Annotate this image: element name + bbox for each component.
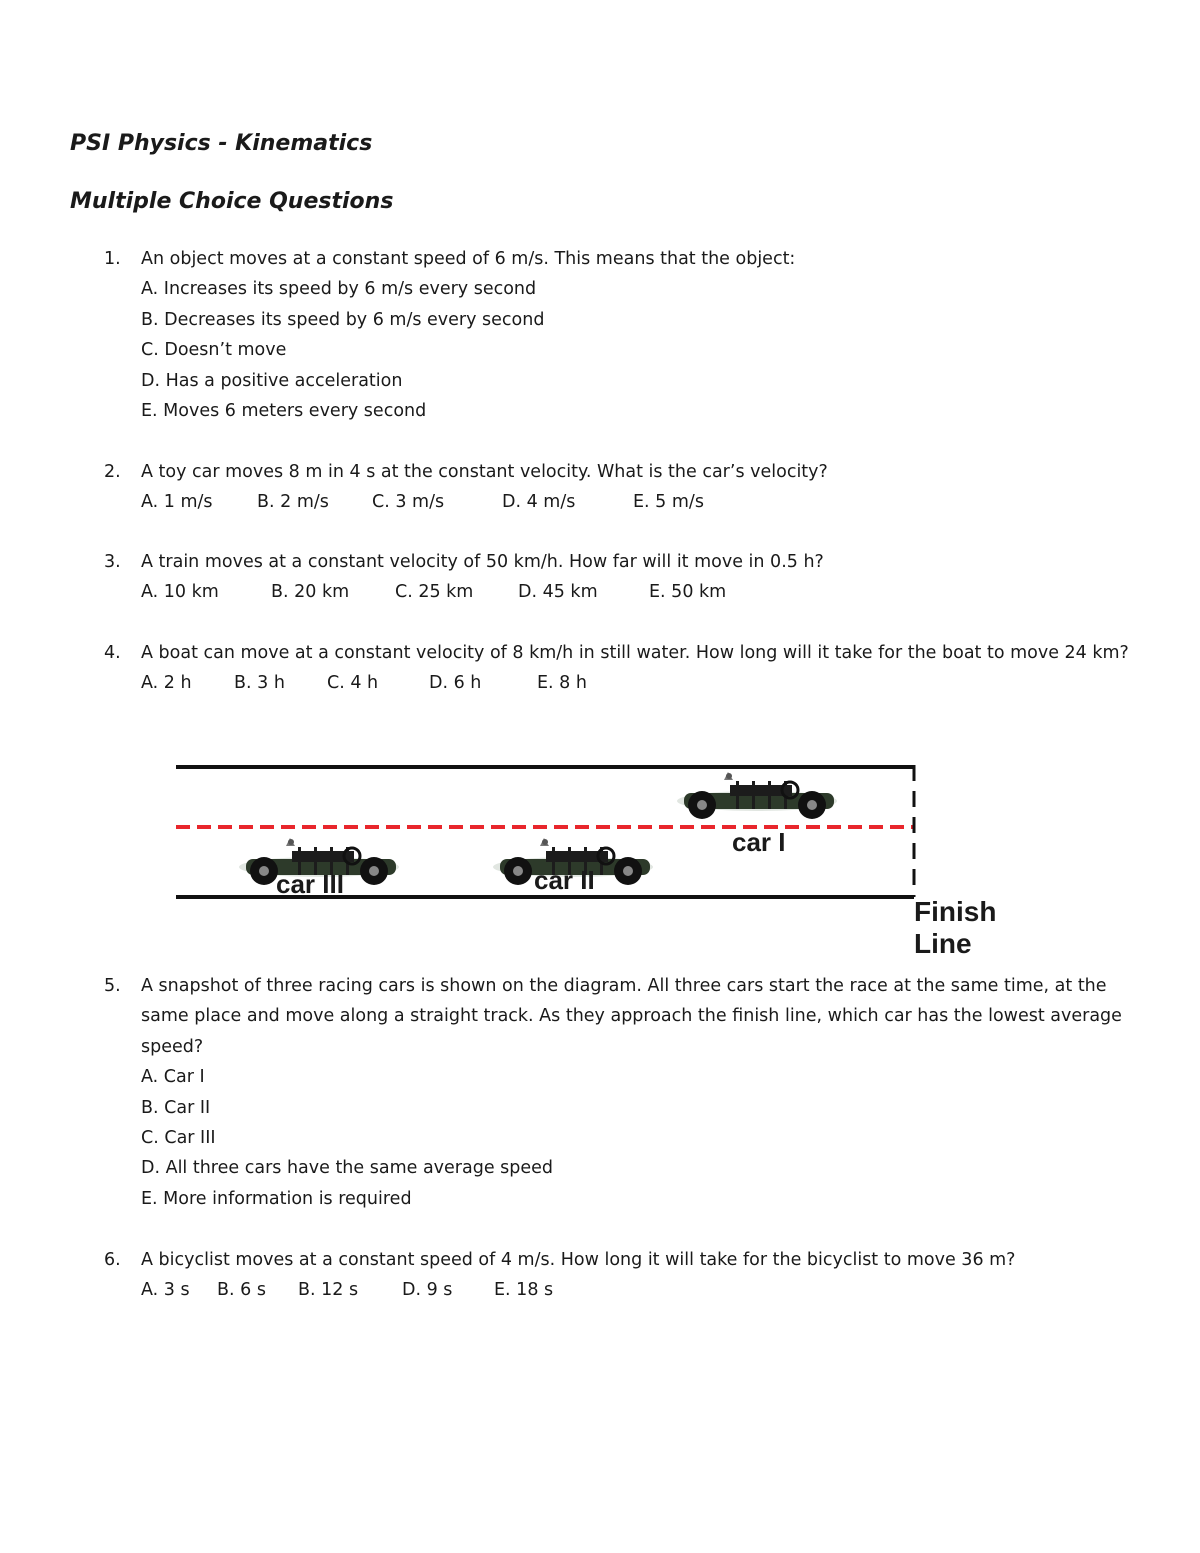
answer-option: C. Doesn’t move <box>141 340 287 361</box>
question-3 <box>104 547 1144 608</box>
answer-option: D. 45 km <box>518 582 598 603</box>
question-number: 4. <box>104 643 121 663</box>
question-text: An object moves at a constant speed of 6 m/s. This means that the object: <box>141 249 796 269</box>
question-text-line: same place and move along a straight track. As they approach the finish line, which car has the lowest average <box>141 1006 1122 1027</box>
answer-option: B. 3 h <box>234 673 285 694</box>
answer-option: E. 5 m/s <box>633 492 704 513</box>
answer-options-row <box>141 668 1144 698</box>
question-6 <box>104 1245 1144 1306</box>
answer-options-row <box>141 1275 1144 1305</box>
answer-option: E. More information is required <box>141 1188 412 1209</box>
answer-option: B. 20 km <box>271 582 350 603</box>
car-i-label: car I <box>732 827 786 857</box>
race-track-diagram <box>170 755 1010 970</box>
finish-label-line-2: Line <box>914 928 972 959</box>
answer-option: D. 6 h <box>429 673 482 694</box>
answer-option: B. 6 s <box>217 1280 266 1301</box>
answer-option: C. 3 m/s <box>372 492 445 513</box>
answer-option: D. 9 s <box>402 1280 453 1301</box>
question-number: 6. <box>104 1250 121 1270</box>
question-text: A train moves at a constant velocity of 50 km/h. How far will it move in 0.5 h? <box>141 552 824 572</box>
question-number: 2. <box>104 462 121 482</box>
question-1 <box>104 244 1144 426</box>
car-ii-label: car II <box>534 865 595 895</box>
answer-option: C. Car III <box>141 1128 216 1149</box>
answer-option: E. 8 h <box>537 673 587 694</box>
answer-options-row <box>141 577 1144 607</box>
answer-option: D. Has a positive acceleration <box>141 370 403 391</box>
question-text-line: A snapshot of three racing cars is shown on the diagram. All three cars start the race at the same time, at the <box>141 976 1107 996</box>
answer-option: A. 3 s <box>141 1280 190 1301</box>
question-2 <box>104 457 1144 518</box>
answer-option: E. 50 km <box>649 582 727 603</box>
answer-option: C. 4 h <box>327 673 379 694</box>
answer-option: D. All three cars have the same average speed <box>141 1158 554 1179</box>
question-text: A toy car moves 8 m in 4 s at the constant velocity. What is the car’s velocity? <box>141 462 828 482</box>
answer-option: E. Moves 6 meters every second <box>141 401 427 422</box>
answer-option: B. Decreases its speed by 6 m/s every second <box>141 309 545 330</box>
answer-option: B. 2 m/s <box>257 492 329 513</box>
question-4 <box>104 638 1144 699</box>
answer-option: A. Increases its speed by 6 m/s every second <box>141 279 537 300</box>
car-i <box>677 772 837 819</box>
page-title: PSI Physics - Kinematics <box>70 131 373 156</box>
answer-option: E. 18 s <box>494 1280 554 1301</box>
question-number: 5. <box>104 976 121 996</box>
answer-option: A. 2 h <box>141 673 192 694</box>
question-5 <box>104 971 1144 1214</box>
car-iii-label: car III <box>276 869 344 899</box>
question-text-line: speed? <box>141 1036 204 1057</box>
answer-options-row <box>141 487 1144 517</box>
answer-option: D. 4 m/s <box>502 492 576 513</box>
section-heading: Multiple Choice Questions <box>70 189 394 214</box>
question-text: A boat can move at a constant velocity of 8 km/h in still water. How long will it take for the boat to move 24 km? <box>141 643 1129 663</box>
question-number: 3. <box>104 552 121 572</box>
answer-option: B. Car II <box>141 1097 211 1118</box>
answer-option: B. 12 s <box>298 1280 359 1301</box>
answer-option: C. 25 km <box>395 582 474 603</box>
answer-option: A. Car I <box>141 1067 205 1088</box>
finish-label-line-1: Finish <box>914 896 997 927</box>
answer-option: A. 1 m/s <box>141 492 213 513</box>
question-text: A bicyclist moves at a constant speed of 4 m/s. How long it will take for the bicyclist to move 36 m? <box>141 1250 1016 1270</box>
question-number: 1. <box>104 249 121 269</box>
answer-option: A. 10 km <box>141 582 219 603</box>
